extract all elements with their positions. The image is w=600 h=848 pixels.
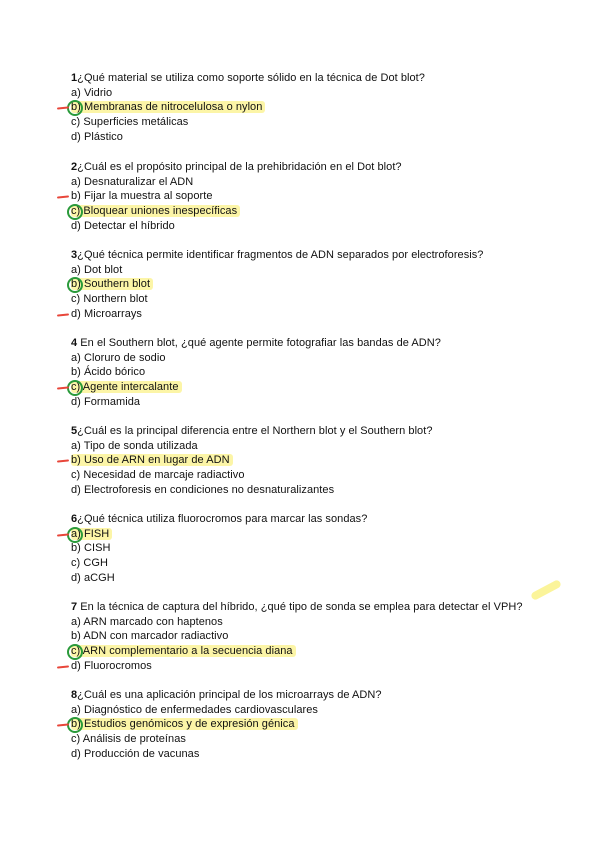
answer-option [71, 571, 571, 586]
answer-option [71, 644, 571, 659]
question-text [71, 336, 571, 351]
answer-option [71, 468, 571, 483]
answer-option-text: c) CGH [71, 557, 108, 570]
answer-option-text: a) Vidrio [71, 86, 113, 99]
answer-option [71, 115, 571, 130]
answer-option [71, 527, 571, 542]
answer-option [71, 351, 571, 366]
answer-option-text: d) Detectar el híbrido [71, 219, 175, 232]
question-text [71, 160, 571, 175]
question-number: 1 [71, 72, 78, 84]
red-dash-mark-icon [57, 665, 69, 668]
question-number: 2 [71, 161, 78, 173]
answer-option [71, 659, 571, 674]
question-label: ¿Cuál es el propósito principal de la prehibridación en el Dot blot? [77, 161, 402, 173]
question-text [71, 424, 571, 439]
answer-option [71, 703, 571, 718]
answer-option-text: b) Southern blot [71, 278, 153, 290]
answer-option-text: c) Necesidad de marcaje radiactivo [71, 469, 245, 482]
answer-option-text: c) Bloquear uniones inespecíficas [71, 205, 240, 217]
question-text [71, 512, 571, 527]
answer-option [71, 453, 571, 468]
answer-option-text: d) Microarrays [71, 307, 142, 320]
answer-option-text: d) Plástico [71, 130, 123, 143]
question-block [71, 600, 571, 673]
answer-option-text: b) CISH [71, 542, 111, 555]
answer-option [71, 219, 571, 234]
question-block [71, 248, 571, 321]
answer-option [71, 717, 571, 732]
answer-option-text: b) Membranas de nitrocelulosa o nylon [71, 101, 265, 113]
question-text [71, 688, 571, 703]
answer-option [71, 263, 571, 278]
answer-option-text: d) Formamida [71, 395, 141, 408]
question-number: 5 [71, 425, 78, 437]
question-label: ¿Qué técnica permite identificar fragmentos de ADN separados por electroforesis? [77, 249, 484, 261]
question-label: ¿Qué material se utiliza como soporte sólido en la técnica de Dot blot? [77, 72, 425, 84]
answer-option [71, 556, 571, 571]
answer-option [71, 483, 571, 498]
question-block [71, 71, 571, 144]
circle-mark-icon [67, 100, 83, 116]
question-block [71, 160, 571, 233]
question-block [71, 688, 571, 761]
answer-option-text: b) Estudios genómicos y de expresión génica [71, 718, 298, 730]
answer-option [71, 732, 571, 747]
answer-option [71, 86, 571, 101]
answer-option [71, 380, 571, 395]
circle-mark-icon [67, 277, 83, 293]
question-number: 4 [71, 337, 78, 349]
question-text [71, 248, 571, 263]
answer-option [71, 130, 571, 145]
answer-option [71, 395, 571, 410]
question-number: 8 [71, 689, 78, 701]
answer-option [71, 615, 571, 630]
answer-option-text: c) ARN complementario a la secuencia diana [71, 645, 296, 657]
answer-option-text: c) Northern blot [71, 293, 148, 306]
question-label: En el Southern blot, ¿qué agente permite fotografiar las bandas de ADN? [77, 337, 441, 349]
circle-mark-icon [67, 380, 83, 396]
answer-option-text: c) Agente intercalante [71, 381, 182, 393]
question-label: ¿Qué técnica utiliza fluorocromos para marcar las sondas? [77, 513, 368, 525]
answer-option [71, 100, 571, 115]
circle-mark-icon [67, 717, 83, 733]
answer-option [71, 307, 571, 322]
circle-mark-icon [67, 204, 83, 220]
answer-option [71, 277, 571, 292]
answer-option-text: b) Ácido bórico [71, 366, 146, 379]
answer-option-text: b) Fijar la muestra al soporte [71, 190, 213, 203]
answer-option-text: c) Superficies metálicas [71, 116, 189, 129]
answer-option-text: d) aCGH [71, 571, 115, 584]
question-label: ¿Cuál es una aplicación principal de los microarrays de ADN? [77, 689, 382, 701]
answer-option-text: c) Análisis de proteínas [71, 733, 186, 746]
answer-option-text: a) Desnaturalizar el ADN [71, 175, 194, 188]
answer-option [71, 189, 571, 204]
answer-option-text: b) Uso de ARN en lugar de ADN [71, 454, 233, 466]
question-label: En la técnica de captura del híbrido, ¿qué tipo de sonda se emplea para detectar el VPH? [77, 601, 523, 613]
answer-option-text: a) Tipo de sonda utilizada [71, 439, 198, 452]
answer-option [71, 204, 571, 219]
answer-option-text: a) Diagnóstico de enfermedades cardiovasculares [71, 703, 318, 716]
answer-option-text: a) ARN marcado con haptenos [71, 615, 223, 628]
answer-option-text: b) ADN con marcador radiactivo [71, 630, 229, 643]
question-number: 3 [71, 249, 78, 261]
answer-option-text: d) Producción de vacunas [71, 747, 200, 760]
question-number: 6 [71, 513, 78, 525]
answer-option [71, 175, 571, 190]
red-dash-mark-icon [57, 313, 69, 316]
answer-option [71, 541, 571, 556]
answer-option-text: d) Electroforesis en condiciones no desnaturalizantes [71, 483, 335, 496]
red-dash-mark-icon [57, 196, 69, 199]
circle-mark-icon [67, 644, 83, 660]
answer-option [71, 629, 571, 644]
answer-option [71, 439, 571, 454]
question-text [71, 600, 571, 615]
answer-option [71, 292, 571, 307]
circle-mark-icon [67, 527, 83, 543]
question-text [71, 71, 571, 86]
question-block [71, 512, 571, 585]
answer-option [71, 365, 571, 380]
answer-option-text: d) Fluorocromos [71, 659, 152, 672]
answer-option-text: a) Dot blot [71, 263, 123, 276]
question-label: ¿Cuál es la principal diferencia entre el Northern blot y el Southern blot? [77, 425, 433, 437]
answer-option-text: a) FISH [71, 528, 112, 540]
question-block [71, 424, 571, 497]
question-block [71, 336, 571, 409]
answer-option [71, 747, 571, 762]
answer-option-text: a) Cloruro de sodio [71, 351, 166, 364]
red-dash-mark-icon [57, 460, 69, 463]
question-number: 7 [71, 601, 78, 613]
